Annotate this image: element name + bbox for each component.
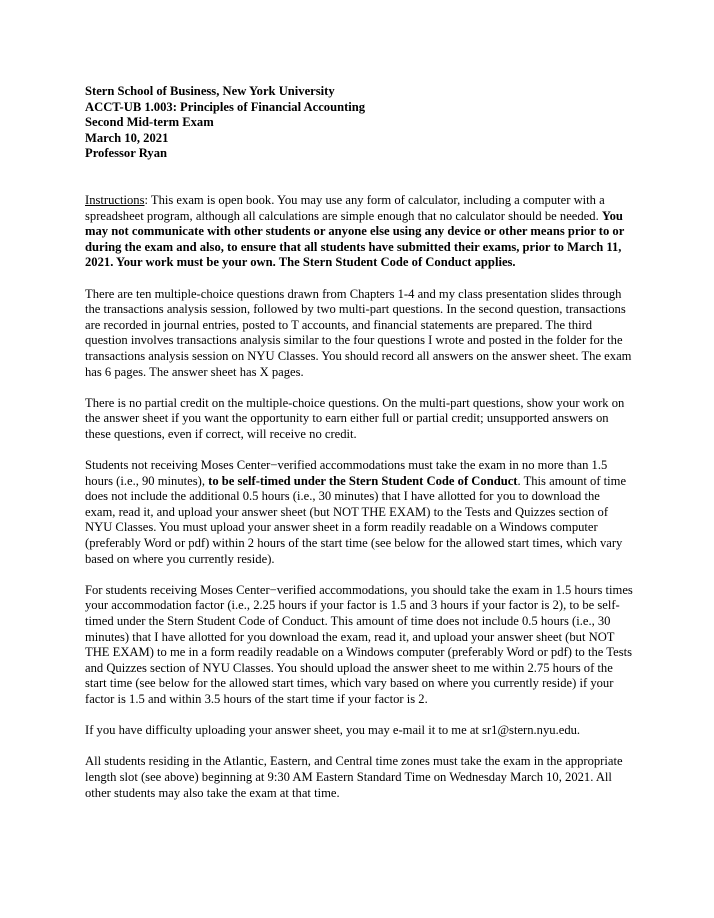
partial-credit-paragraph: There is no partial credit on the multiple-choice questions. On the multi-part questions, show your work on the answer sheet if you want the opportunity to earn either full or partial credit; unsupported answers on these questions, even if correct, will receive no credit.: [85, 395, 625, 441]
instructions-label: Instructions: [85, 192, 145, 207]
timing-text-1: Students not receiving Moses Center−verified accommodations must take the exam in no more than 1.5 hours (i.e., 90 minutes),: [85, 458, 608, 488]
exam-header: [85, 84, 633, 162]
exam-date: March 10, 2021: [85, 130, 169, 145]
exam-title: Second Mid-term Exam: [85, 115, 214, 130]
exam-structure-paragraph: There are ten multiple-choice questions drawn from Chapters 1-4 and my class presentation slides through the transactions analysis session, followed by two multi-part questions. In the second question, transactions are recorded in journal entries, posted to T accounts, and financial statements are prepared. The third question involves transactions analysis similar to the four questions I wrote and posted in the folder for the transactions analysis session on NYU Classes. You should record all answers on the answer sheet. The exam has 6 pages. The answer sheet has X pages.: [85, 286, 632, 379]
timing-text-2: . This amount of time does not include the additional 0.5 hours (i.e., 30 minutes) that I have allotted for you to download the exam, read it, and upload your answer sheet (but NOT THE EXAM) to the Tests and Quizzes section of NYU Classes. You must upload your answer sheet in a form readily readable on a Windows computer (preferably Word or pdf) within 2 hours of the start time (see below for the allowed start times, which vary based on where you currently reside).: [85, 473, 627, 566]
timing-bold: to be self-timed under the Stern Student Code of Conduct: [208, 473, 518, 488]
school-name: Stern School of Business, New York University: [85, 84, 335, 98]
instructions-colon: :: [144, 192, 148, 207]
instructions-text: This exam is open book. You may use any form of calculator, including a computer with a spreadsheet program, although all calculations are simple enough that no calculator should be needed.: [85, 192, 605, 223]
upload-difficulty-paragraph: If you have difficulty uploading your answer sheet, you may e-mail it to me at sr1@stern.nyu.edu.: [85, 723, 581, 738]
instructions-warning: You may not communicate with other students or anyone else using any device or other means prior to or during the exam and also, to ensure that all students have submitted their exams, prior to March 11, 2021. Your work must be your own. The Stern Student Code of Conduct applies.: [85, 208, 625, 270]
course-title: ACCT-UB 1.003: Principles of Financial Accounting: [85, 99, 366, 114]
timing-paragraph: [85, 458, 633, 567]
professor-name: Professor Ryan: [85, 146, 167, 161]
exam-document: [85, 84, 633, 817]
instructions-paragraph: [85, 193, 633, 271]
accommodations-paragraph: For students receiving Moses Center−verified accommodations, you should take the exam in 1.5 hours times your accommodation factor (i.e., 2.25 hours if your factor is 1.5 and 3 hours if your factor is 2), to be self-timed under the Stern Student Code of Conduct. This amount of time does not include 0.5 hours (i.e., 30 minutes) that I have allotted for you download the exam, read it, and upload your answer sheet (but NOT THE EXAM) to me in a form readily readable on a Windows computer (preferably Word or pdf) to the Tests and Quizzes section of NYU Classes. You should upload the answer sheet to me within 2.75 hours of the start time (see below for the allowed start times, which vary based on where you currently reside) if your factor is 1.5 and within 3.5 hours of the start time if your factor is 2.: [85, 582, 633, 706]
time-zones-paragraph: All students residing in the Atlantic, Eastern, and Central time zones must take the exam in the appropriate length slot (see above) beginning at 9:30 AM Eastern Standard Time on Wednesday March 10, 2021. All other students may also take the exam at that time.: [85, 754, 623, 800]
